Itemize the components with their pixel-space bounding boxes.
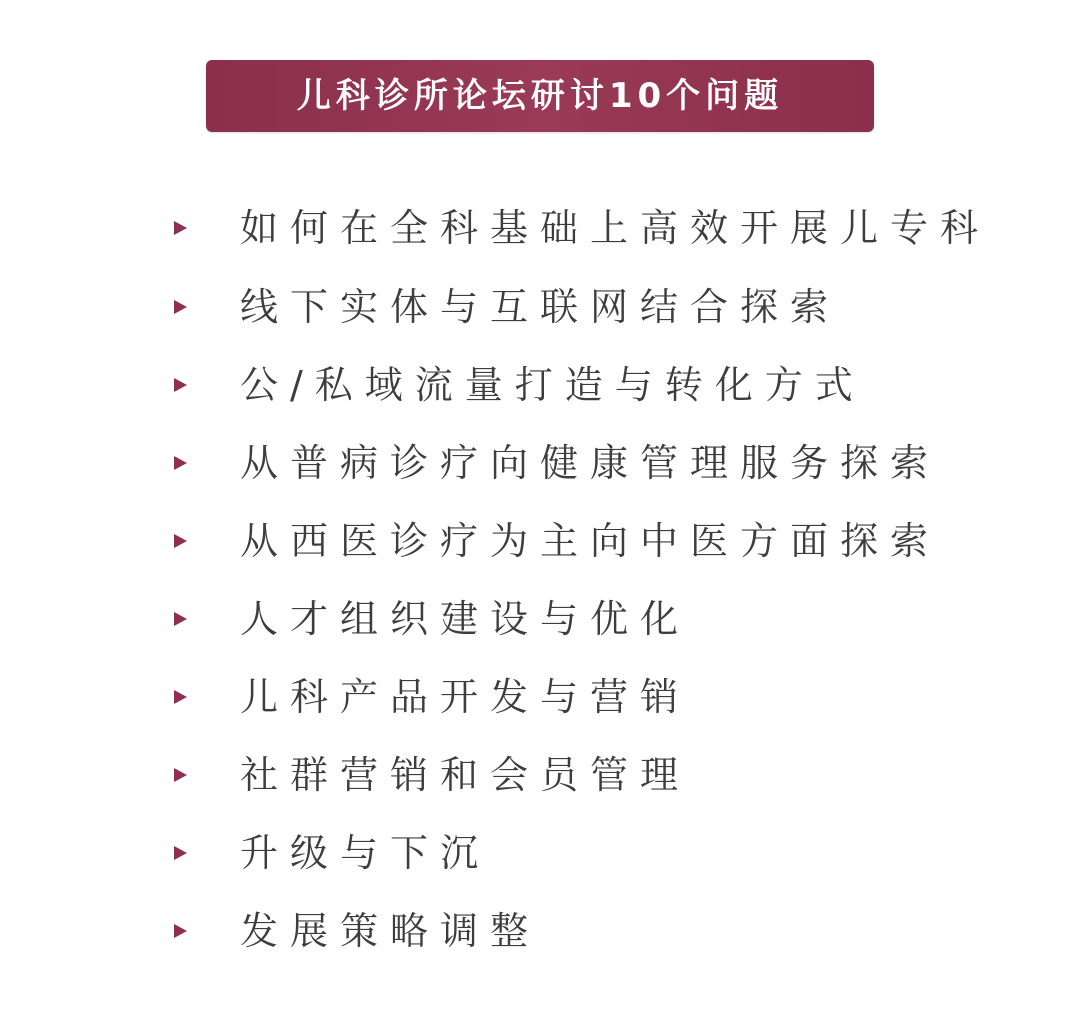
list-item: [174, 675, 690, 719]
list-item: [174, 753, 690, 797]
play-triangle-icon: [174, 534, 187, 548]
play-triangle-icon: [174, 846, 187, 860]
list-item: [174, 441, 940, 485]
page-title: 儿科诊所论坛研讨10个问题: [296, 76, 784, 116]
topic-text: 如何在全科基础上高效开展儿专科: [240, 206, 991, 250]
list-item: [174, 519, 940, 563]
play-triangle-icon: [174, 924, 187, 938]
topic-text: 发展策略调整: [240, 909, 541, 953]
topic-text: 从普病诊疗向健康管理服务探索: [240, 441, 941, 485]
list-item: [174, 909, 540, 953]
topic-text: 升级与下沉: [240, 831, 491, 875]
play-triangle-icon: [174, 768, 187, 782]
list-item: [174, 206, 990, 250]
play-triangle-icon: [174, 612, 187, 626]
list-item: [174, 285, 840, 329]
play-triangle-icon: [174, 221, 187, 235]
topic-text: 社群营销和会员管理: [240, 753, 691, 797]
play-triangle-icon: [174, 456, 187, 470]
topic-text: 线下实体与互联网结合探索: [240, 285, 841, 329]
play-triangle-icon: [174, 378, 187, 392]
list-item: [174, 597, 690, 641]
list-item: [174, 363, 865, 407]
topic-text: 人才组织建设与优化: [240, 597, 691, 641]
topic-text: 公/私域流量打造与转化方式: [240, 363, 865, 407]
list-item: [174, 831, 490, 875]
play-triangle-icon: [174, 300, 187, 314]
play-triangle-icon: [174, 690, 187, 704]
topic-text: 儿科产品开发与营销: [240, 675, 691, 719]
topic-text: 从西医诊疗为主向中医方面探索: [240, 519, 941, 563]
